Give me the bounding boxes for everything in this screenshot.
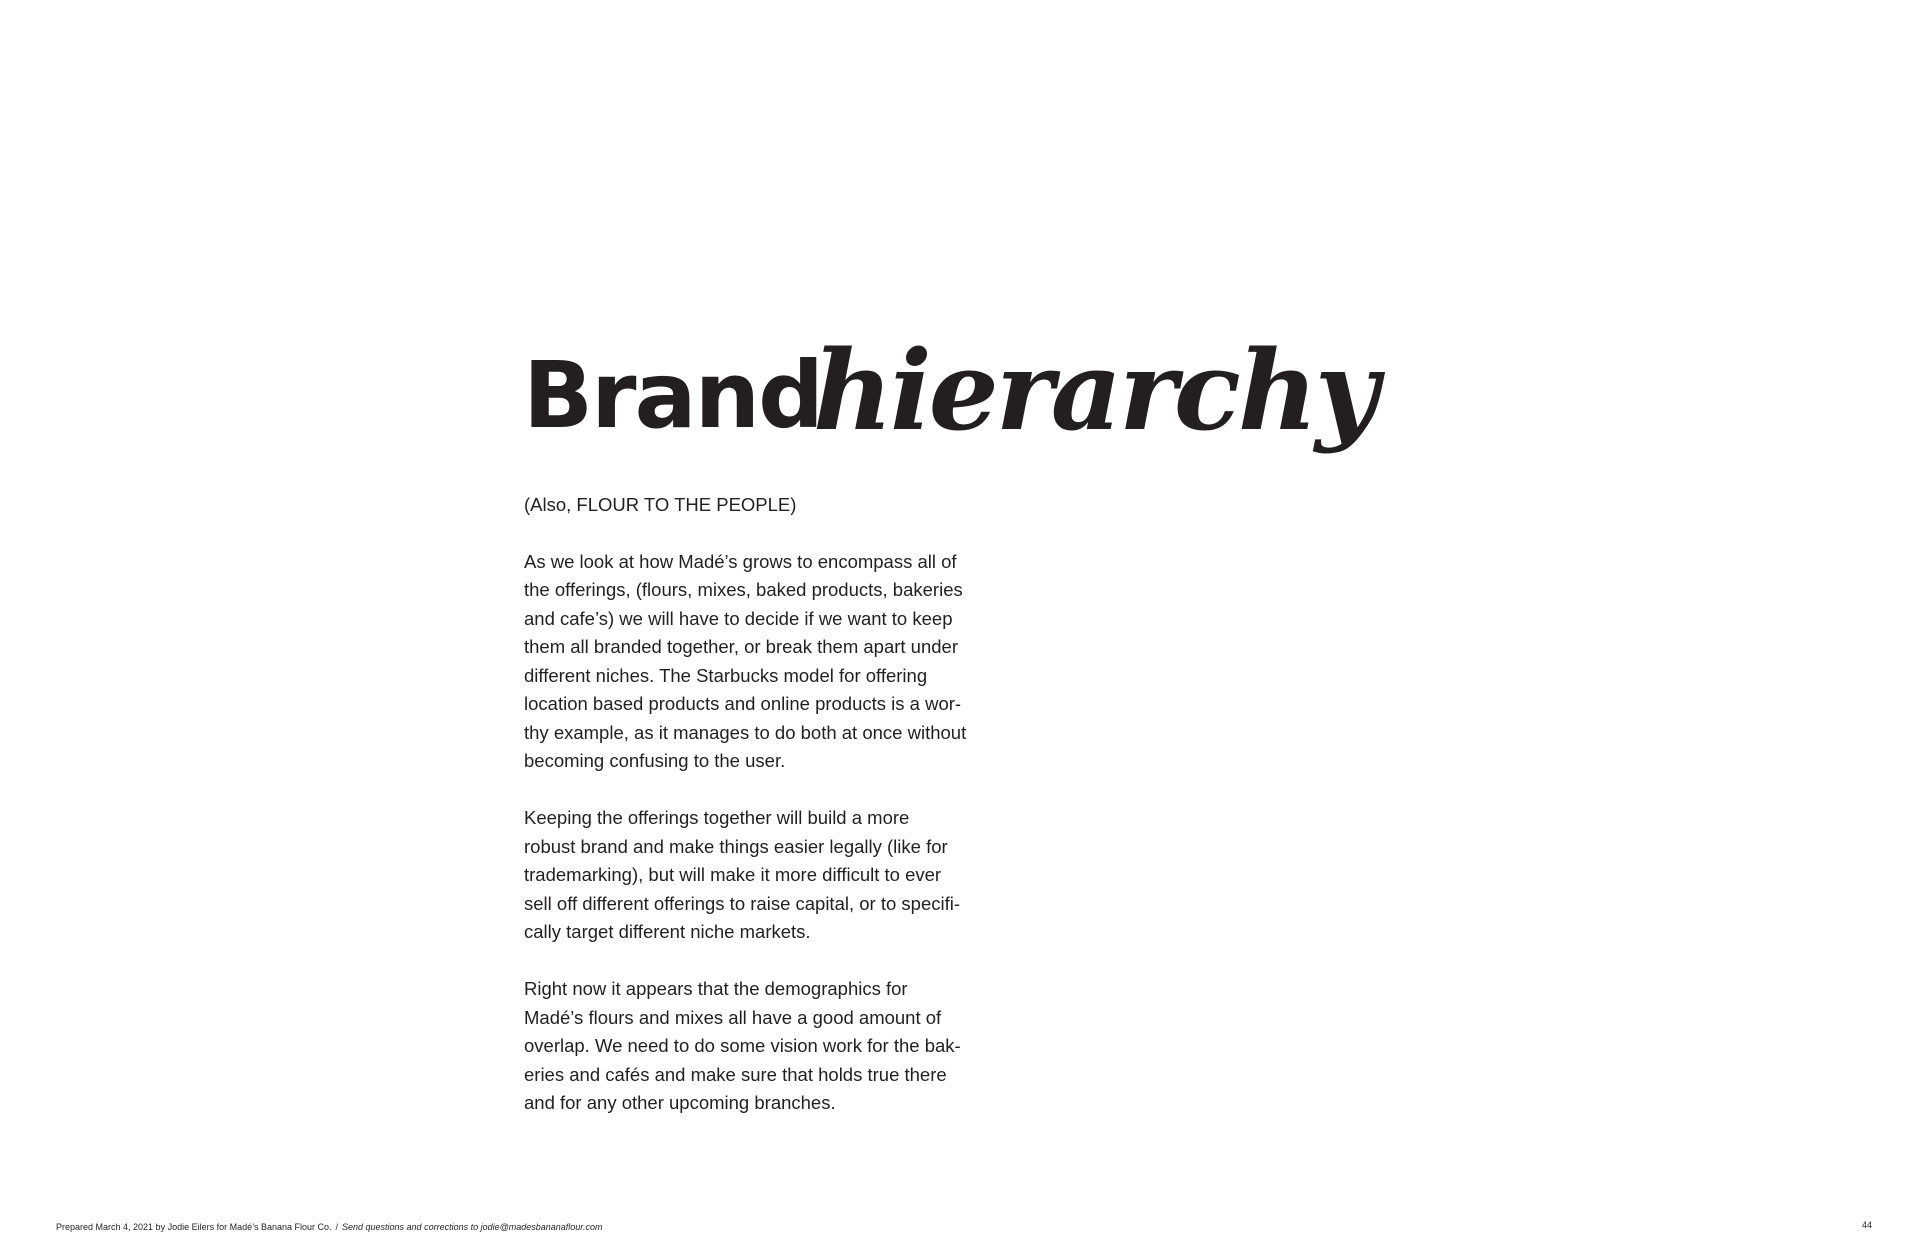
paragraph-line: Madé’s flours and mixes all have a good amount of bbox=[524, 1006, 942, 1028]
paragraph-2 bbox=[524, 804, 964, 947]
paragraph-line: As we look at how Madé’s grows to encompass all of bbox=[524, 550, 957, 572]
paragraph-3 bbox=[524, 975, 964, 1118]
paragraph-line: robust brand and make things easier legally (like for bbox=[524, 835, 948, 857]
title-script-word: hierarchy bbox=[813, 326, 1376, 455]
page-title bbox=[523, 326, 1376, 480]
footer-separator: / bbox=[335, 1222, 338, 1232]
subtitle: (Also, FLOUR TO THE PEOPLE) bbox=[524, 494, 797, 515]
paragraph-line: thy example, as it manages to do both at once without bbox=[524, 721, 967, 743]
paragraph-line: location based products and online products is a wor- bbox=[524, 693, 962, 714]
title-plain-word: Brand bbox=[523, 342, 822, 449]
page-number: 44 bbox=[1862, 1220, 1873, 1230]
footer-prepared: Prepared March 4, 2021 by Jodie Eilers for Madé’s Banana Flour Co. bbox=[56, 1222, 332, 1232]
paragraph-line: becoming confusing to the user. bbox=[524, 750, 786, 771]
paragraph-line: overlap. We need to do some vision work for the bak- bbox=[524, 1035, 961, 1056]
paragraph-line: cally target different niche markets. bbox=[524, 921, 811, 942]
paragraph-line: Keeping the offerings together will build a more bbox=[524, 807, 910, 828]
paragraph-line: them all branded together, or break them apart under bbox=[524, 636, 958, 657]
paragraph-line: eries and cafés and make sure that holds true there bbox=[524, 1063, 947, 1085]
paragraph-line: trademarking), but will make it more difficult to ever bbox=[524, 864, 942, 885]
paragraph-line: different niches. The Starbucks model for offering bbox=[524, 664, 928, 686]
paragraph-line: and cafe’s) we will have to decide if we want to keep bbox=[524, 607, 953, 629]
body-text bbox=[524, 491, 967, 1146]
footer-contact-note: Send questions and corrections to jodie@madesbananaflour.com bbox=[342, 1222, 603, 1232]
paragraph-line: the offerings, (flours, mixes, baked products, bakeries bbox=[524, 579, 963, 600]
paragraph-1 bbox=[524, 548, 967, 776]
paragraph-line: sell off different offerings to raise capital, or to specifi- bbox=[524, 892, 961, 914]
paragraph-line: and for any other upcoming branches. bbox=[524, 1092, 836, 1113]
paragraph-line: Right now it appears that the demographics for bbox=[524, 978, 908, 999]
page-footer bbox=[56, 1222, 602, 1233]
